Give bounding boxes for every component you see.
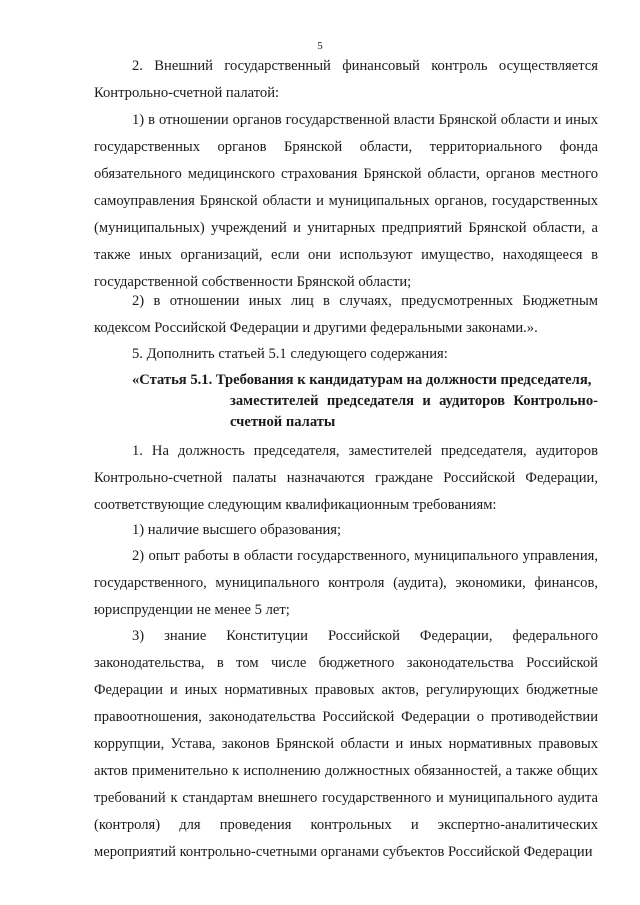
paragraph-amendment-5: 5. Дополнить статьей 5.1 следующего содержания:	[132, 346, 448, 362]
paragraph-item-1: 1) в отношении органов государственной власти Брянской области и иных государственных органов Брянской области, территориального фонда обязательного медицинского страхования Брянской области, органов местного самоуправления Брянской области и муниципальных органов, государственных (муниципальных) учреждений и унитарных предприятий Брянской области, а также иных организаций, если они используют имущество, находящееся в государственной собственности Брянской области;	[94, 112, 598, 290]
article-heading-rest: заместителей председателя и аудиторов Контрольно-счетной палаты	[230, 393, 598, 430]
page-number: 5	[317, 40, 323, 52]
paragraph-req-2: 2) опыт работы в области государственного, муниципального управления, государственного, муниципального контроля (аудита), экономики, финансов, юриспруденции не менее 5 лет;	[94, 548, 598, 618]
paragraph-req-3: 3) знание Конституции Российской Федерации, федерального законодательства, в том числе бюджетного законодательства Российской Федерации и иных нормативных правовых актов, регулирующих бюджетные правоотношения, законодательства Российской Федерации о противодействии коррупции, Устава, законов Брянской области и иных нормативных правовых актов применительно к исполнению должностных обязанностей, а также общих требований к стандартам внешнего государственного и муниципального аудита (контроля) для проведения контрольных и экспертно-аналитических мероприятий контрольно-счетными органами субъектов Российской Федерации	[94, 628, 598, 860]
article-heading-line1: «Статья 5.1. Требования к кандидатурам на должности председателя,	[132, 372, 592, 388]
paragraph-item-2: 2) в отношении иных лиц в случаях, предусмотренных Бюджетным кодексом Российской Федерации и другими федеральными законами.».	[94, 293, 598, 336]
paragraph-external-control: 2. Внешний государственный финансовый контроль осуществляется Контрольно-счетной палатой:	[94, 58, 598, 101]
paragraph-req-1: 1) наличие высшего образования;	[132, 522, 342, 538]
paragraph-requirements-intro: 1. На должность председателя, заместителей председателя, аудиторов Контрольно-счетной палаты назначаются граждане Российской Федерации, соответствующие следующим квалификационным требованиям:	[94, 443, 598, 513]
article-heading	[132, 370, 598, 433]
